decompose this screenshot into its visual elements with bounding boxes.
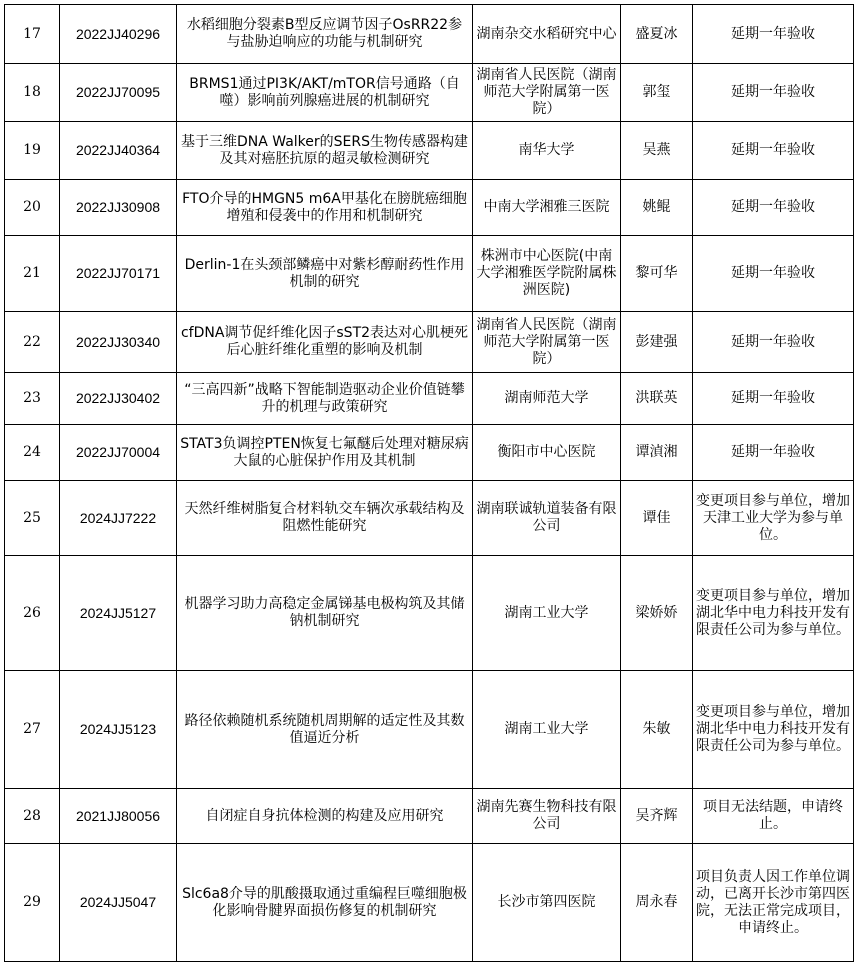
row-index: 19 bbox=[5, 122, 60, 180]
principal: 谭佳 bbox=[621, 481, 693, 556]
action-note: 延期一年验收 bbox=[693, 373, 854, 425]
principal: 姚鲲 bbox=[621, 180, 693, 236]
principal: 洪联英 bbox=[621, 373, 693, 425]
project-code: 2022JJ70171 bbox=[60, 236, 177, 312]
action-note: 延期一年验收 bbox=[693, 236, 854, 312]
institution: 湖南工业大学 bbox=[473, 556, 621, 671]
project-title: 水稻细胞分裂素B型反应调节因子OsRR22参与盐胁迫响应的功能与机制研究 bbox=[177, 5, 473, 64]
action-note: 延期一年验收 bbox=[693, 122, 854, 180]
principal: 郭玺 bbox=[621, 64, 693, 122]
row-index: 17 bbox=[5, 5, 60, 64]
institution: 湖南师范大学 bbox=[473, 373, 621, 425]
action-note: 变更项目参与单位，增加湖北华中电力科技开发有限责任公司为参与单位。 bbox=[693, 671, 854, 789]
project-code: 2022JJ40364 bbox=[60, 122, 177, 180]
table-row bbox=[5, 789, 854, 844]
table-row bbox=[5, 180, 854, 236]
table-row bbox=[5, 122, 854, 180]
institution: 南华大学 bbox=[473, 122, 621, 180]
project-code: 2022JJ30402 bbox=[60, 373, 177, 425]
project-code: 2022JJ30908 bbox=[60, 180, 177, 236]
institution: 衡阳市中心医院 bbox=[473, 425, 621, 481]
row-index: 24 bbox=[5, 425, 60, 481]
row-index: 23 bbox=[5, 373, 60, 425]
project-title: Slc6a8介导的肌酸摄取通过重编程巨噬细胞极化影响骨腱界面损伤修复的机制研究 bbox=[177, 844, 473, 962]
project-title: 自闭症自身抗体检测的构建及应用研究 bbox=[177, 789, 473, 844]
project-title: cfDNA调节促纤维化因子sST2表达对心肌梗死后心脏纤维化重塑的影响及机制 bbox=[177, 312, 473, 373]
action-note: 延期一年验收 bbox=[693, 425, 854, 481]
project-title: 机器学习助力高稳定金属锑基电极构筑及其储钠机制研究 bbox=[177, 556, 473, 671]
institution: 湖南省人民医院（湖南师范大学附属第一医院） bbox=[473, 64, 621, 122]
principal: 吴燕 bbox=[621, 122, 693, 180]
table-row bbox=[5, 236, 854, 312]
principal: 盛夏冰 bbox=[621, 5, 693, 64]
action-note: 延期一年验收 bbox=[693, 64, 854, 122]
project-code: 2024JJ7222 bbox=[60, 481, 177, 556]
institution: 湖南工业大学 bbox=[473, 671, 621, 789]
project-code: 2021JJ80056 bbox=[60, 789, 177, 844]
institution: 湖南省人民医院（湖南师范大学附属第一医院） bbox=[473, 312, 621, 373]
row-index: 18 bbox=[5, 64, 60, 122]
table-row bbox=[5, 844, 854, 962]
action-note: 项目负责人因工作单位调动，已离开长沙市第四医院，无法正常完成项目， 申请终止。 bbox=[693, 844, 854, 962]
table-row bbox=[5, 64, 854, 122]
row-index: 26 bbox=[5, 556, 60, 671]
principal: 彭建强 bbox=[621, 312, 693, 373]
project-title: STAT3负调控PTEN恢复七氟醚后处理对糖尿病大鼠的心脏保护作用及其机制 bbox=[177, 425, 473, 481]
principal: 周永春 bbox=[621, 844, 693, 962]
project-code: 2024JJ5127 bbox=[60, 556, 177, 671]
project-code: 2022JJ30340 bbox=[60, 312, 177, 373]
principal: 谭湞湘 bbox=[621, 425, 693, 481]
action-note: 变更项目参与单位，增加天津工业大学为参与单位。 bbox=[693, 481, 854, 556]
project-title: 路径依赖随机系统随机周期解的适定性及其数值逼近分析 bbox=[177, 671, 473, 789]
project-code: 2022JJ70004 bbox=[60, 425, 177, 481]
project-title: BRMS1通过PI3K/AKT/mTOR信号通路（自噬）影响前列腺癌进展的机制研究 bbox=[177, 64, 473, 122]
table-row bbox=[5, 373, 854, 425]
table-row bbox=[5, 425, 854, 481]
table-body bbox=[5, 5, 854, 962]
project-code: 2024JJ5047 bbox=[60, 844, 177, 962]
row-index: 25 bbox=[5, 481, 60, 556]
table-row bbox=[5, 312, 854, 373]
project-code: 2024JJ5123 bbox=[60, 671, 177, 789]
project-title: 基于三维DNA Walker的SERS生物传感器构建及其对癌胚抗原的超灵敏检测研究 bbox=[177, 122, 473, 180]
principal: 朱敏 bbox=[621, 671, 693, 789]
institution: 湖南杂交水稻研究中心 bbox=[473, 5, 621, 64]
project-table bbox=[4, 4, 854, 962]
table-row bbox=[5, 671, 854, 789]
action-note: 项目无法结题，申请终止。 bbox=[693, 789, 854, 844]
institution: 湖南先赛生物科技有限公司 bbox=[473, 789, 621, 844]
institution: 中南大学湘雅三医院 bbox=[473, 180, 621, 236]
row-index: 27 bbox=[5, 671, 60, 789]
row-index: 28 bbox=[5, 789, 60, 844]
row-index: 29 bbox=[5, 844, 60, 962]
row-index: 22 bbox=[5, 312, 60, 373]
institution: 湖南联诚轨道装备有限公司 bbox=[473, 481, 621, 556]
row-index: 20 bbox=[5, 180, 60, 236]
principal: 黎可华 bbox=[621, 236, 693, 312]
project-title: 天然纤维树脂复合材料轨交车辆次承载结构及阻燃性能研究 bbox=[177, 481, 473, 556]
institution: 株洲市中心医院(中南大学湘雅医学院附属株洲医院) bbox=[473, 236, 621, 312]
table-row bbox=[5, 5, 854, 64]
project-code: 2022JJ70095 bbox=[60, 64, 177, 122]
project-title: Derlin-1在头颈部鳞癌中对紫杉醇耐药性作用机制的研究 bbox=[177, 236, 473, 312]
principal: 吴齐辉 bbox=[621, 789, 693, 844]
project-title: FTO介导的HMGN5 m6A甲基化在膀胱癌细胞增殖和侵袭中的作用和机制研究 bbox=[177, 180, 473, 236]
action-note: 变更项目参与单位，增加湖北华中电力科技开发有限责任公司为参与单位。 bbox=[693, 556, 854, 671]
row-index: 21 bbox=[5, 236, 60, 312]
project-title: “三高四新”战略下智能制造驱动企业价值链攀升的机理与政策研究 bbox=[177, 373, 473, 425]
action-note: 延期一年验收 bbox=[693, 180, 854, 236]
action-note: 延期一年验收 bbox=[693, 5, 854, 64]
institution: 长沙市第四医院 bbox=[473, 844, 621, 962]
project-code: 2022JJ40296 bbox=[60, 5, 177, 64]
principal: 梁娇娇 bbox=[621, 556, 693, 671]
table-row bbox=[5, 556, 854, 671]
action-note: 延期一年验收 bbox=[693, 312, 854, 373]
table-row bbox=[5, 481, 854, 556]
